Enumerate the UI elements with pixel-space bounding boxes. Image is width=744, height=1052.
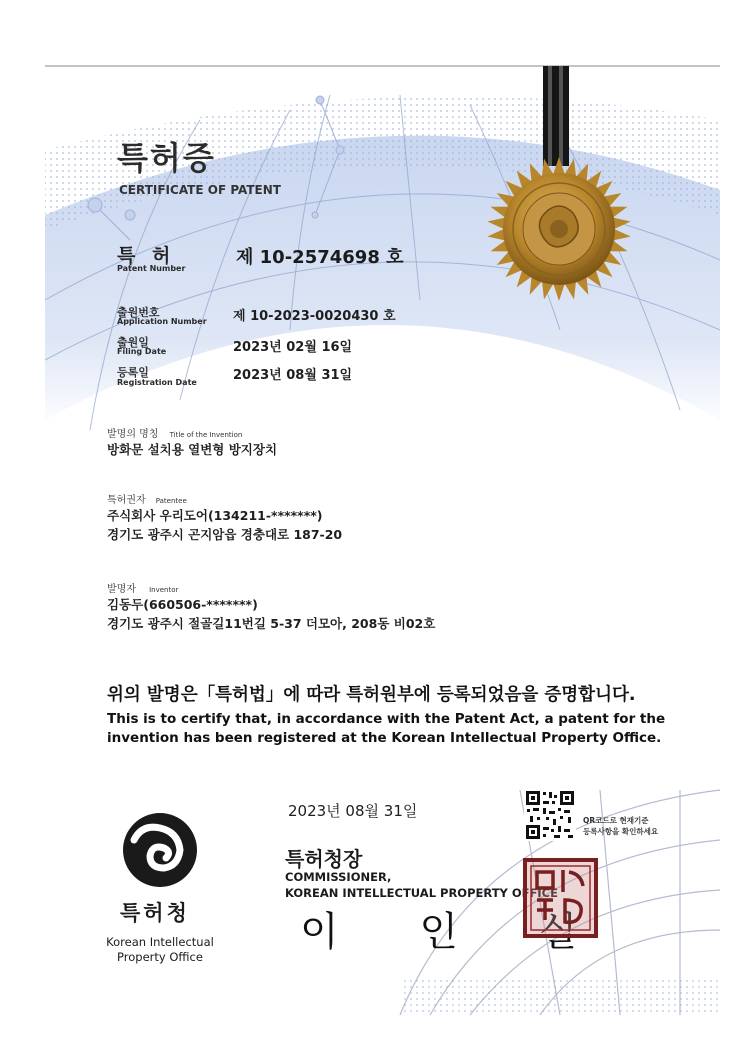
invention-label-en: Title of the Invention	[169, 431, 243, 439]
inventor-label-row	[107, 577, 178, 596]
inventor-name: 김동두(660506-*******)	[107, 597, 258, 612]
inventor-address: 경기도 광주시 절골길11번길 5-37 더모아, 208동 비02호	[107, 616, 436, 631]
issue-date: 2023년 08월 31일	[288, 802, 418, 820]
commissioner-title: 특허청장	[285, 847, 363, 871]
qr-note-line-2: 등록사항을 확인하세요	[583, 827, 659, 836]
patentee-name: 주식회사 우리도어(134211-*******)	[107, 508, 323, 523]
registration-date-value: 2023년 08월 31일	[233, 368, 353, 383]
commissioner-signature: 이 인 실	[300, 909, 612, 955]
certificate-title-en: CERTIFICATE OF PATENT	[119, 183, 281, 197]
kipo-name: 특허청	[120, 901, 190, 925]
filing-date-value: 2023년 02월 16일	[233, 340, 353, 355]
certification-statement-en: This is to certify that, in accordance with the Patent Act, a patent for the invention has been registered at the Korean Intellectual Property Office.	[107, 711, 666, 746]
invention-label-row	[107, 422, 242, 441]
invention-label: 발명의 명칭	[107, 429, 159, 440]
patentee-label-en: Patentee	[155, 497, 187, 505]
application-number-label: 출원번호	[117, 306, 160, 319]
patent-number-label-en: Patent Number	[117, 264, 186, 273]
application-number-label-en: Application Number	[117, 317, 207, 326]
patent-number-label: 특 허	[117, 245, 176, 267]
invention-title: 방화문 설치용 열변형 방지장치	[107, 442, 278, 457]
inventor-label-en: Inventor	[149, 586, 179, 594]
patent-number-value: 제 10-2574698 호	[236, 247, 404, 268]
registration-date-label: 등록일	[117, 366, 149, 379]
commissioner-line-1: COMMISSIONER,	[285, 870, 392, 884]
qr-code-note	[583, 815, 658, 837]
commissioner-title-en	[285, 869, 558, 901]
filing-date-label: 출원일	[117, 336, 149, 349]
certificate-title: 특허증	[117, 139, 216, 177]
patentee-label: 특허권자	[107, 495, 146, 506]
commissioner-line-2: KOREAN INTELLECTUAL PROPERTY OFFICE	[285, 886, 558, 900]
patentee-label-row	[107, 488, 187, 507]
gold-seal-icon	[485, 155, 633, 303]
official-stamp-icon	[523, 858, 598, 938]
qr-note-line-1: QR코드로 현재기준	[583, 816, 649, 825]
application-number-value: 제 10-2023-0020430 호	[233, 309, 396, 324]
registration-date-label-en: Registration Date	[117, 378, 197, 387]
inventor-label: 발명자	[107, 584, 136, 595]
filing-date-label-en: Filing Date	[117, 347, 167, 356]
certification-statement-ko: 위의 발명은「특허법」에 따라 특허원부에 등록되었음을 증명합니다.	[107, 685, 636, 705]
kipo-logo-icon	[120, 810, 200, 890]
qr-code-icon[interactable]	[524, 789, 576, 841]
patentee-address: 경기도 광주시 곤지암읍 경충대로 187-20	[107, 527, 343, 542]
kipo-name-en: Korean Intellectual Property Office	[106, 935, 214, 964]
